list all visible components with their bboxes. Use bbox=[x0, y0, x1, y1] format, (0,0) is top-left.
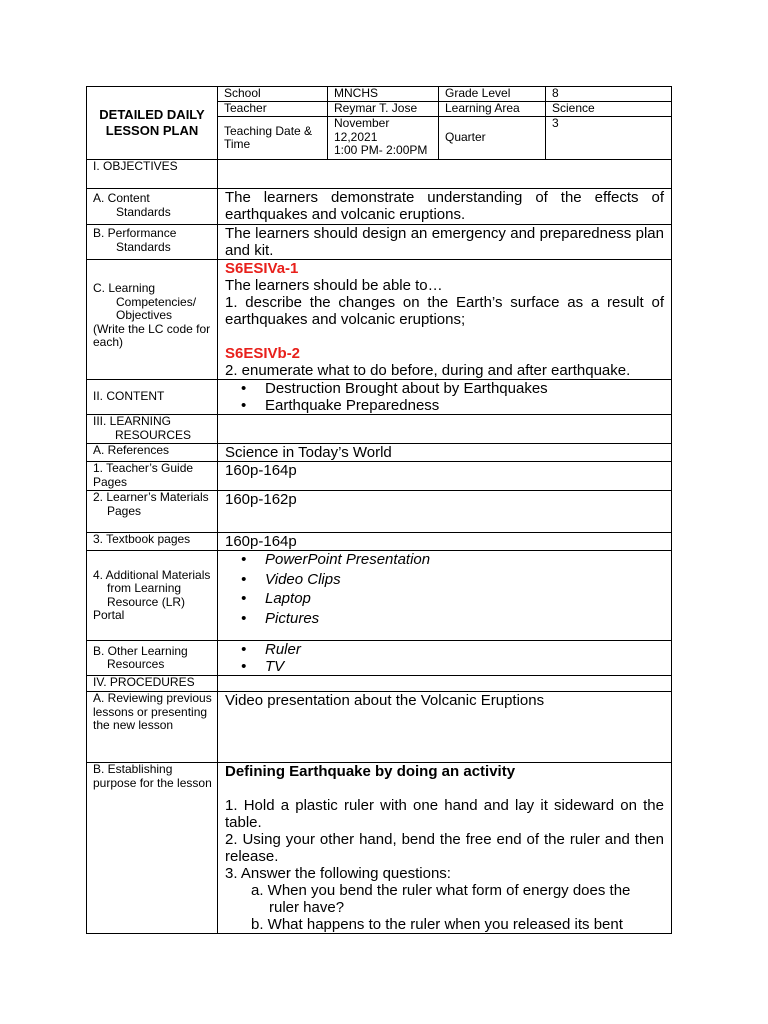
content-standards-text: The learners demonstrate understanding of the effects of earthquakes and volcanic eruptions. bbox=[218, 189, 672, 225]
performance-standards-label: B. Performance Standards bbox=[87, 225, 218, 260]
content-standards-label: A. Content Standards bbox=[87, 189, 218, 225]
quarter-label: Quarter bbox=[439, 117, 546, 160]
other-resources-label: B. Other Learning Resources bbox=[87, 641, 218, 676]
lc-code-1: S6ESIVa-1 bbox=[225, 260, 299, 277]
activity-step-3: 3. Answer the following questions: bbox=[225, 865, 451, 882]
grade-level-value: 8 bbox=[546, 87, 672, 102]
teacher-label: Teacher bbox=[218, 102, 328, 117]
reviewing-text: Video presentation about the Volcanic Eruptions bbox=[218, 692, 672, 763]
material-item: • PowerPoint Presentation bbox=[265, 551, 664, 568]
learning-area-value: Science bbox=[546, 102, 672, 117]
establishing-purpose-text bbox=[218, 763, 672, 934]
learning-resources-value bbox=[218, 415, 672, 444]
procedures-label: IV. PROCEDURES bbox=[87, 676, 218, 692]
teacher-value: Reymar T. Jose bbox=[328, 102, 439, 117]
reviewing-label: A. Reviewing previous lessons or presenting the new lesson bbox=[87, 692, 218, 763]
learners-materials-label: 2. Learner’s Materials Pages bbox=[87, 491, 218, 533]
learning-resources-label: III. LEARNING RESOURCES bbox=[87, 415, 218, 444]
content-item: • Destruction Brought about by Earthquakes bbox=[265, 380, 664, 397]
content-label: II. CONTENT bbox=[87, 380, 218, 415]
content-list bbox=[218, 380, 672, 415]
learners-materials-value: 160p-162p bbox=[218, 491, 672, 533]
lc-intro: The learners should be able to… bbox=[225, 277, 443, 294]
lc-item-2: 2. enumerate what to do before, during and after earthquake. bbox=[225, 362, 631, 379]
references-label: A. References bbox=[87, 444, 218, 462]
establishing-purpose-label: B. Establishing purpose for the lesson bbox=[87, 763, 218, 934]
quarter-value: 3 bbox=[546, 117, 672, 160]
objectives-value bbox=[218, 160, 672, 189]
references-value: Science in Today’s World bbox=[218, 444, 672, 462]
textbook-pages-label: 3. Textbook pages bbox=[87, 533, 218, 551]
material-item: • Pictures bbox=[265, 610, 664, 627]
content-item: • Earthquake Preparedness bbox=[265, 397, 664, 414]
school-label: School bbox=[218, 87, 328, 102]
material-item: • Video Clips bbox=[265, 571, 664, 588]
resource-item: • TV bbox=[265, 658, 664, 675]
teaching-date-label: Teaching Date & Time bbox=[218, 117, 328, 160]
question-a-cont: ruler have? bbox=[269, 899, 345, 916]
additional-materials-label: 4. Additional Materials from Learning Resource (LR) Portal bbox=[87, 551, 218, 641]
material-item: • Laptop bbox=[265, 590, 664, 607]
learning-area-label: Learning Area bbox=[439, 102, 546, 117]
lc-code-2: S6ESIVb-2 bbox=[225, 345, 301, 362]
teachers-guide-label: 1. Teacher’s Guide Pages bbox=[87, 462, 218, 491]
teaching-date-value: November 12,2021 1:00 PM- 2:00PM bbox=[328, 117, 439, 160]
lesson-plan-table bbox=[86, 86, 672, 934]
teachers-guide-value: 160p-164p bbox=[218, 462, 672, 491]
activity-step-1: 1. Hold a plastic ruler with one hand and lay it sideward on the table. bbox=[225, 797, 664, 831]
other-resources-list bbox=[218, 641, 672, 676]
textbook-pages-value: 160p-164p bbox=[218, 533, 672, 551]
procedures-value bbox=[218, 676, 672, 692]
question-b: b. What happens to the ruler when you released its bent bbox=[251, 916, 623, 933]
question-a: a. When you bend the ruler what form of energy does the bbox=[251, 882, 631, 899]
resource-item: • Ruler bbox=[265, 641, 664, 658]
activity-title: Defining Earthquake by doing an activity bbox=[225, 763, 516, 780]
document-title: DETAILED DAILY LESSON PLAN bbox=[87, 87, 218, 160]
grade-level-label: Grade Level bbox=[439, 87, 546, 102]
learning-competencies-label: C. Learning Competencies/ Objectives (Write the LC code for each) bbox=[87, 260, 218, 380]
lc-item-1: 1. describe the changes on the Earth’s surface as a result of earthquakes and volcanic eruptions; bbox=[225, 294, 664, 328]
objectives-label: I. OBJECTIVES bbox=[87, 160, 218, 189]
learning-competencies-text bbox=[218, 260, 672, 380]
performance-standards-text: The learners should design an emergency and preparedness plan and kit. bbox=[218, 225, 672, 260]
school-value: MNCHS bbox=[328, 87, 439, 102]
additional-materials-list bbox=[218, 551, 672, 641]
activity-step-2: 2. Using your other hand, bend the free end of the ruler and then release. bbox=[225, 831, 664, 865]
